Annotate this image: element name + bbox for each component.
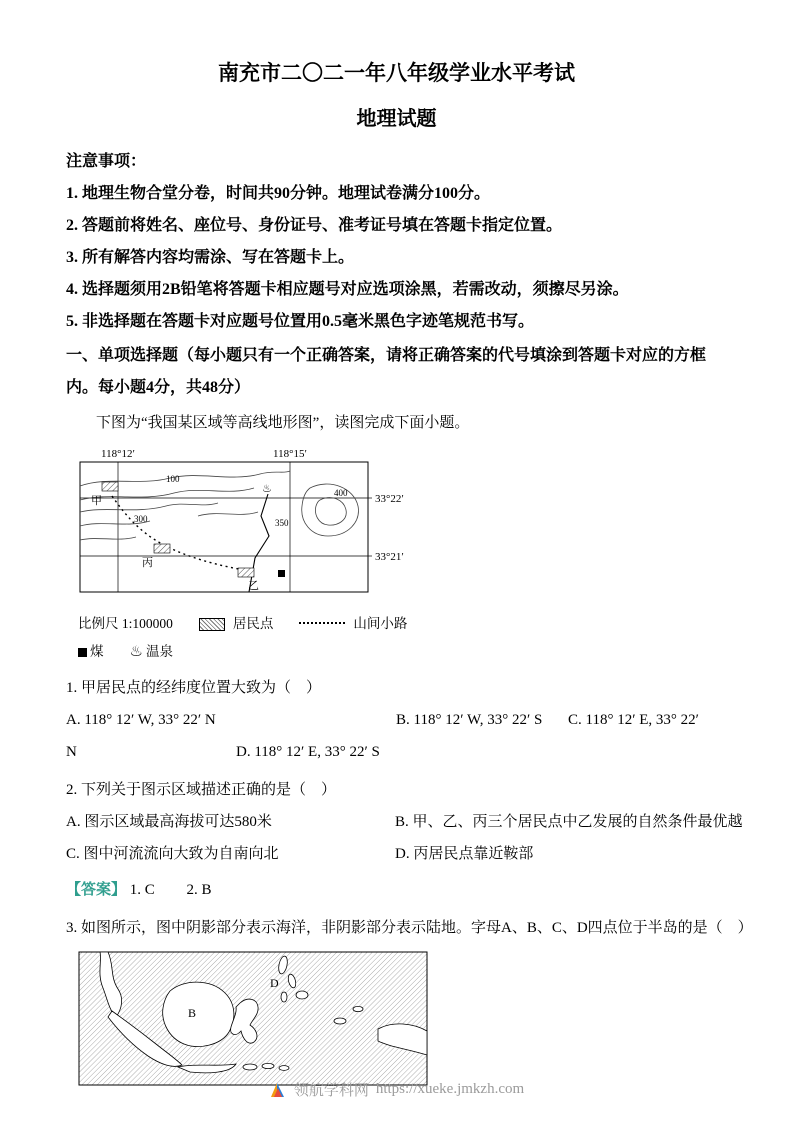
latitude-label: 33°21′ xyxy=(375,551,404,563)
island-landmass xyxy=(296,991,308,999)
coal-legend-icon xyxy=(78,648,87,657)
answer-q2: 2. B xyxy=(186,882,212,898)
elevation-label: 300 xyxy=(134,514,148,524)
map-legend-row-1 xyxy=(78,611,727,637)
archipelago-map-figure xyxy=(78,951,727,1091)
page-subtitle: 地理试题 xyxy=(356,108,437,130)
legend-coal-label: 煤 xyxy=(90,644,104,659)
map-point-label-d: D xyxy=(270,976,279,990)
island-landmass xyxy=(243,1064,257,1070)
option-d: D. 丙居民点靠近鞍部 xyxy=(395,846,534,862)
island-landmass xyxy=(334,1018,346,1024)
contour-line xyxy=(80,537,136,540)
contour-line xyxy=(198,512,258,516)
island-landmass xyxy=(279,1066,289,1071)
settlement-legend-icon xyxy=(199,618,225,631)
coal-icon xyxy=(278,570,285,577)
legend-scale: 比例尺 1:100000 xyxy=(78,616,173,631)
latitude-label: 33°22′ xyxy=(375,493,404,505)
map-legend-row-2 xyxy=(78,639,727,665)
elevation-label: 350 xyxy=(275,518,289,528)
settlement-label-yi: 乙 xyxy=(248,580,259,592)
contour-map-figure xyxy=(78,446,727,665)
question-1-options-row-1 xyxy=(66,705,727,735)
footer-url: https://xueke.jmkzh.com xyxy=(375,1081,525,1097)
option-a: A. 118° 12′ W, 33° 22′ N xyxy=(66,712,216,728)
island-landmass-b xyxy=(163,982,234,1046)
legend-trail-label: 山间小路 xyxy=(353,616,408,631)
footer-site-name: 领航学科网 xyxy=(293,1083,369,1099)
option-a: A. 图示区域最高海拔可达580米 xyxy=(66,814,272,830)
notice-item: 3. 所有解答内容均需涂、写在答题卡上。 xyxy=(66,249,355,266)
site-logo-icon xyxy=(269,1081,287,1099)
notice-heading: 注意事项： xyxy=(66,153,147,170)
island-landmass xyxy=(353,1006,363,1011)
longitude-label: 118°12′ xyxy=(101,448,135,460)
page-title: 南充市二〇二一年八年级学业水平考试 xyxy=(218,61,575,85)
contour-line xyxy=(316,498,347,526)
option-c: C. 118° 12′ E, 33° 22′ xyxy=(568,712,699,728)
option-b: B. 118° 12′ W, 33° 22′ S xyxy=(396,712,543,728)
trail-legend-icon xyxy=(299,620,345,624)
notice-item: 4. 选择题须用2B铅笔将答题卡相应题号对应选项涂黑，若需改动，须擦尽另涂。 xyxy=(66,281,629,298)
hot-spring-icon: ♨ xyxy=(262,483,272,495)
settlement-marker xyxy=(238,568,254,577)
notice-item: 1. 地理生物合堂分卷，时间共90分钟。地理试卷满分100分。 xyxy=(66,185,491,202)
archipelago-map xyxy=(78,951,428,1086)
trail-line xyxy=(112,496,244,570)
elevation-label: 100 xyxy=(166,474,180,484)
option-b: B. 甲、乙、丙三个居民点中乙发展的自然条件最优越 xyxy=(395,814,743,830)
longitude-label: 118°15′ xyxy=(273,448,307,460)
question-2-options-row-2 xyxy=(66,839,727,869)
question-1: 1. 甲居民点的经纬度位置大致为（ ） xyxy=(66,680,322,696)
option-d: D. 118° 12′ E, 33° 22′ S xyxy=(236,744,380,760)
answer-q1: 1. C xyxy=(129,882,155,898)
answer-line xyxy=(66,875,727,905)
footer-watermark xyxy=(0,1079,793,1100)
settlement-marker xyxy=(154,544,170,553)
notice-item: 2. 答题前将姓名、座位号、身份证号、准考证号填在答题卡指定位置。 xyxy=(66,217,563,234)
island-landmass xyxy=(262,1063,274,1068)
answer-label: 【答案】 xyxy=(66,882,127,898)
island-landmass xyxy=(281,992,287,1002)
settlement-marker xyxy=(102,482,118,491)
notice-item: 5. 非选择题在答题卡对应题号位置用0.5毫米黑色字迹笔规范书写。 xyxy=(66,313,535,330)
notice-section xyxy=(66,146,727,338)
map-point-label-b: B xyxy=(188,1006,197,1020)
contour-line xyxy=(302,484,359,536)
question-group-intro: 下图为“我国某区域等高线地形图”，读图完成下面小题。 xyxy=(96,415,470,431)
elevation-label: 400 xyxy=(334,488,348,498)
settlement-label-bing: 丙 xyxy=(142,557,153,569)
section-heading: 一、单项选择题（每小题只有一个正确答案，请将正确答案的代号填涂到答题卡对应的方框内。每小题4分，共48分） xyxy=(66,347,707,396)
legend-settlement-label: 居民点 xyxy=(232,616,274,631)
option-c: C. 图中河流流向大致为自南向北 xyxy=(66,846,279,862)
question-3: 3. 如图所示，图中阴影部分表示海洋，非阴影部分表示陆地。字母A、B、C、D四点位于半岛的是（ ） xyxy=(66,920,753,936)
question-1-options-row-2 xyxy=(66,737,727,767)
settlement-label-jia: 甲 xyxy=(91,495,102,507)
legend-spring-label: 温泉 xyxy=(145,644,173,659)
option-c-continuation: N xyxy=(66,744,77,760)
question-2-options-row-1 xyxy=(66,807,743,837)
question-2: 2. 下列关于图示区域描述正确的是（ ） xyxy=(66,782,337,798)
contour-map xyxy=(78,446,423,604)
hot-spring-legend-icon: ♨ xyxy=(129,644,143,660)
